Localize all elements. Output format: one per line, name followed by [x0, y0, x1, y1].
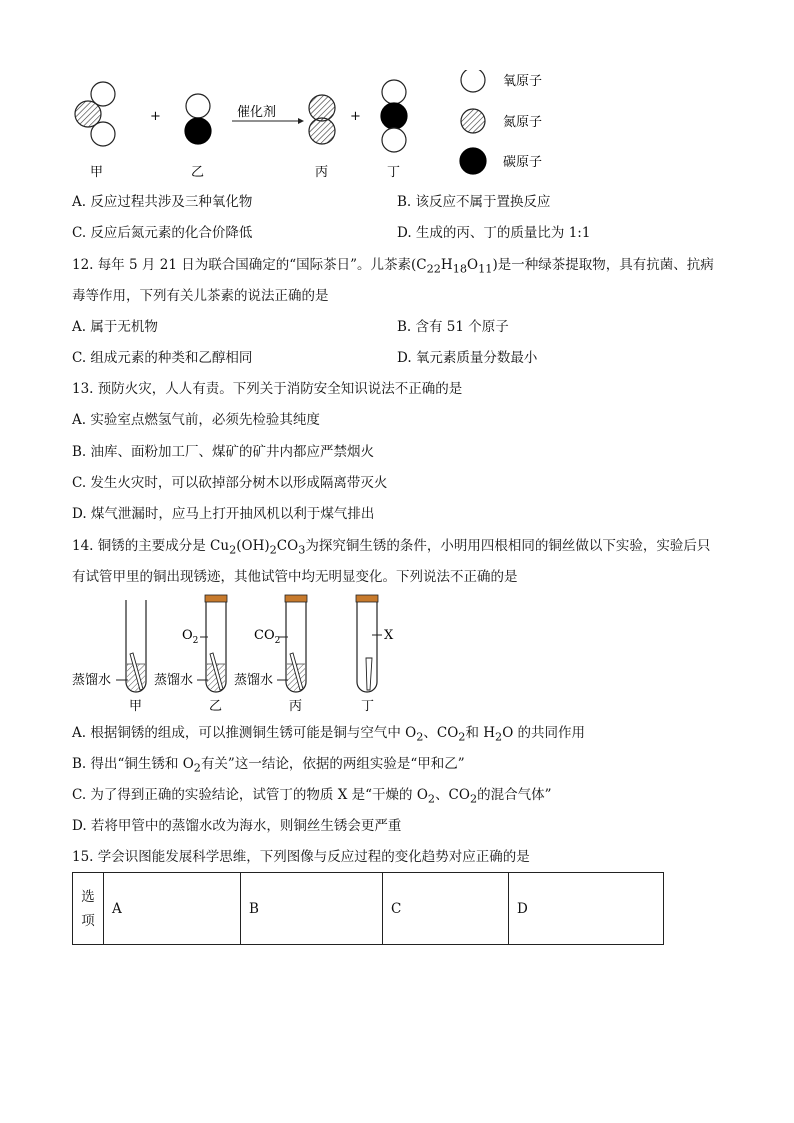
legend [460, 70, 542, 174]
water-label-jia: 蒸馏水 [72, 673, 112, 688]
test-tube-ding [356, 595, 378, 692]
q15-col-b[interactable]: B [241, 873, 383, 945]
label-bing: 丙 [315, 165, 329, 180]
q11-option-d[interactable]: D. 生成的丙、丁的质量比为 1:1 [397, 225, 591, 241]
water-label-yi: 蒸馏水 [154, 673, 194, 688]
plus-sign-1: + [150, 109, 161, 124]
q12-option-d[interactable]: D. 氧元素质量分数最小 [397, 350, 538, 366]
q14-stem-line1: 14. 铜锈的主要成分是 $Cu_2(OH)_2CO_3$为探究铜生锈的条件，小明用四根相同的铜丝做以下实验，实验后只 [72, 538, 711, 557]
x-label: X [384, 628, 394, 643]
q15-col-a[interactable]: A [104, 873, 241, 945]
reaction-diagram [60, 70, 580, 185]
legend-nitrogen: 氮原子 [503, 115, 543, 130]
label-jia: 甲 [90, 165, 104, 180]
tube-label-jia: 甲 [129, 699, 143, 714]
test-tube-diagram [70, 592, 410, 718]
tube-label-ding: 丁 [361, 699, 375, 714]
molecule-ding [381, 80, 407, 152]
molecule-yi [185, 94, 211, 144]
q12-stem-line2: 毒等作用，下列有关儿茶素的说法正确的是 [72, 288, 329, 304]
q14-option-d[interactable]: D. 若将甲管中的蒸馏水改为海水，则铜丝生锈会更严重 [72, 818, 402, 834]
q12-stem-line1: 12. 每年 5 月 21 日为联合国确定的“国际茶日”。儿茶素$(C_{22}H_{18}O_{11})$是一种绿茶提取物，具有抗菌、抗病 [72, 257, 714, 276]
test-tube-jia [126, 600, 146, 692]
co2-label: $CO_2$ [254, 628, 281, 646]
q14-stem-line2: 有试管甲里的铜出现锈迹，其他试管中均无明显变化。下列说法不正确的是 [72, 569, 518, 585]
q11-option-a[interactable]: A. 反应过程共涉及三种氧化物 [72, 194, 253, 210]
q15-header-cell: 选 项 [73, 873, 104, 945]
q11-option-b[interactable]: B. 该反应不属于置换反应 [397, 194, 551, 210]
molecule-jia [75, 82, 115, 146]
q15-options-table [72, 872, 664, 945]
q13-option-c[interactable]: C. 发生火灾时，可以砍掉部分树木以形成隔离带灭火 [72, 475, 388, 491]
q14-option-a[interactable]: A. 根据铜锈的组成，可以推测铜生锈可能是铜与空气中 $O_2$、$CO_2$和 $H_2O$ 的共同作用 [72, 725, 586, 744]
q14-option-b[interactable]: B. 得出“铜生锈和 $O_2$有关”这一结论，依据的两组实验是“甲和乙” [72, 756, 465, 775]
tube-label-bing: 丙 [289, 699, 303, 714]
q13-option-d[interactable]: D. 煤气泄漏时，应马上打开抽风机以利于煤气排出 [72, 506, 375, 522]
q14-option-c[interactable]: C. 为了得到正确的实验结论，试管丁的物质 X 是“干燥的 $O_2$、$CO_2$的混合气体” [72, 787, 552, 806]
molecule-bing [309, 95, 335, 144]
q15-stem: 15. 学会识图能发展科学思维，下列图像与反应过程的变化趋势对应正确的是 [72, 849, 530, 865]
label-yi: 乙 [191, 165, 205, 180]
q11-option-c[interactable]: C. 反应后氮元素的化合价降低 [72, 225, 253, 241]
q15-col-c[interactable]: C [383, 873, 509, 945]
q13-option-b[interactable]: B. 油库、面粉加工厂、煤矿的矿井内都应严禁烟火 [72, 444, 375, 460]
test-tube-yi [205, 595, 227, 692]
water-label-bing: 蒸馏水 [234, 673, 274, 688]
q12-option-c[interactable]: C. 组成元素的种类和乙醇相同 [72, 350, 253, 366]
legend-carbon: 碳原子 [503, 155, 543, 170]
catalyst-label: 催化剂 [237, 105, 277, 120]
q15-col-d[interactable]: D [509, 873, 664, 945]
q13-stem: 13. 预防火灾，人人有责。下列关于消防安全知识说法不正确的是 [72, 381, 463, 397]
q13-option-a[interactable]: A. 实验室点燃氢气前，必须先检验其纯度 [72, 412, 320, 428]
plus-sign-2: + [350, 109, 361, 124]
o2-label: $O_2$ [182, 628, 199, 646]
q12-option-b[interactable]: B. 含有 51 个原子 [397, 319, 509, 335]
legend-oxygen: 氧原子 [503, 74, 543, 89]
tube-label-yi: 乙 [209, 699, 223, 714]
label-ding: 丁 [387, 165, 401, 180]
test-tube-bing [285, 595, 307, 692]
q12-option-a[interactable]: A. 属于无机物 [72, 319, 158, 335]
